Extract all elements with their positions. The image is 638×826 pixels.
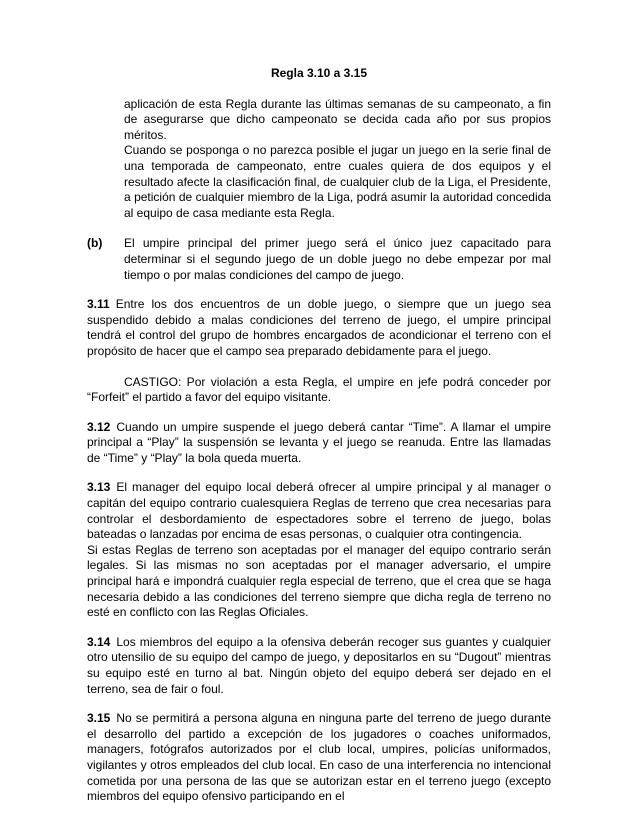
- rule-3-14: [87, 635, 551, 697]
- rule-3-13-text: El manager del equipo local deberá ofrecer al umpire principal y al manager o capitán del equipo contrario cualesquiera Reglas de terreno que crea necesarias para controlar el desbordamiento de espectadores sobre el terreno de juego, bolas bateadas o lanzadas por encima de esas personas, o cualquier otra contingencia.: [87, 480, 551, 542]
- rule-3-13: [87, 480, 551, 620]
- rule-3-13-number: 3.13: [87, 480, 111, 495]
- rule-3-14-number: 3.14: [87, 634, 111, 649]
- rule-3-15-number: 3.15: [87, 711, 111, 726]
- intro-paragraph-2: Cuando se posponga o no parezca posible el jugar un juego en la serie final de una temporada de campeonato, entre cuales quiera de dos equipos y el resultado afecte la clasificación final, de cualquier club de la Liga, el Presidente, a petición de cualquier miembro de la Liga, podrá asumir la autoridad concedida al equipo de casa mediante esta Regla.: [124, 143, 551, 220]
- rule-3-13-para-2: Si estas Reglas de terreno son aceptadas por el manager del equipo contrario serán legales. Si las mismas no son aceptadas por el manager adversario, el umpire principal hará e impondrá cualquier regla especial de terreno, que el crea que se haga necesaria debido a las condiciones del terreno siempre que dicha regla de terreno no esté en conflicto con las Reglas Oficiales.: [87, 542, 551, 620]
- page-title: Regla 3.10 a 3.15: [270, 66, 368, 80]
- rule-3-12-text: Cuando un umpire suspende el juego deberá cantar “Time”. A llamar el umpire principal a “Play” la suspensión se levanta y el juego se reanuda. Entre las llamadas de “Time” y “Play” la bola queda muerta.: [87, 419, 551, 465]
- rule-3-15-text: No se permitirá a persona alguna en ninguna parte del terreno de juego durante el desarrollo del partido a excepción de los jugadores o coaches uniformados, managers, fotógrafos autorizados por el club local, umpires, policías uniformados, vigilantes y otros empleados del club local. En caso de una interferencia no intencional cometida por una persona de las que se autorizan estar en el terreno juego (excepto miembros del equipo ofensivo participando en el: [87, 711, 551, 804]
- document-page: [87, 66, 551, 805]
- intro-continuation: [124, 97, 551, 222]
- rule-3-12-number: 3.12: [87, 419, 111, 434]
- rule-3-12: [87, 420, 551, 467]
- item-b-marker: (b): [87, 236, 103, 251]
- rule-3-11-text: Entre los dos encuentros de un doble juego, o siempre que un juego sea suspendido debido a malas condiciones del terreno de juego, el umpire principal tendrá el control del grupo de hombres encargados de acondicionar el terreno con el propósito de hacer que el campo sea preparado debidamente para el juego.: [87, 297, 551, 358]
- rule-3-15: [87, 711, 551, 805]
- rule-3-14-text: Los miembros del equipo a la ofensiva deberán recoger sus guantes y cualquier otro utensilio de su equipo del campo de juego, y depositarlos en su “Dugout” mientras su equipo esté en turno al bat. Ningún objeto del equipo deberá ser dejado en el terreno, sea de fair o foul.: [87, 634, 551, 696]
- intro-paragraph-1: aplicación de esta Regla durante las últimas semanas de su campeonato, a fin de asegurarse que dicho campeonato se decida cada año por sus propios méritos.: [124, 96, 551, 142]
- rule-3-11-number: 3.11: [87, 297, 110, 312]
- item-b-text: El umpire principal del primer juego será el único juez capacitado para determinar si el segundo juego de un doble juego no debe empezar por mal tiempo o por malas condiciones del campo de juego.: [124, 236, 551, 282]
- item-b: [87, 236, 551, 283]
- rule-3-13-para-1: [87, 480, 551, 542]
- penalty-paragraph: CASTIGO: Por violación a esta Regla, el umpire en jefe podrá conceder por “Forfeit” el partido a favor del equipo visitante.: [87, 374, 551, 405]
- rule-3-11: [87, 297, 551, 359]
